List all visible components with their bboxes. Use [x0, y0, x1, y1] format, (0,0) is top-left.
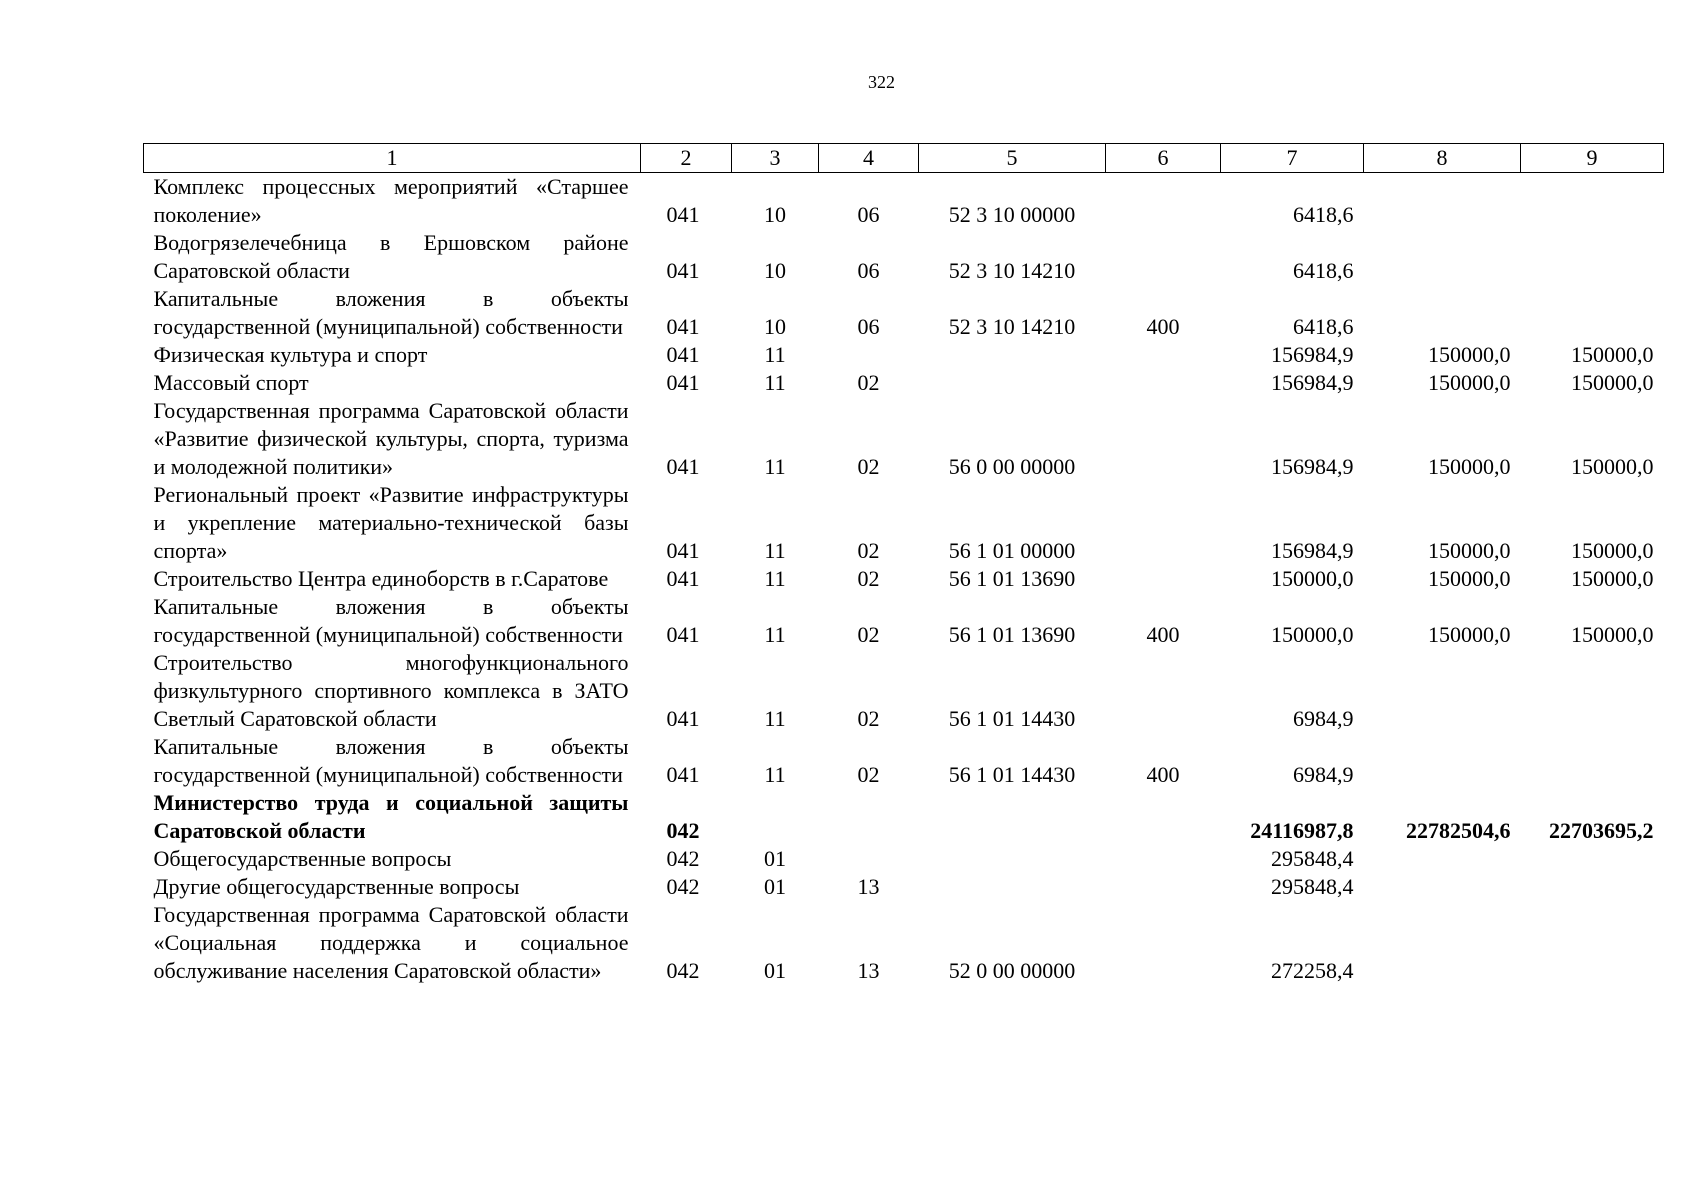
row-ministry-code: 041 [666, 370, 700, 395]
row-name: Строительство Центра единоборств в г.Саратове [153, 566, 609, 591]
row-amount-col8: 22782504,6 [1406, 818, 1511, 843]
row-ministry-code: 041 [666, 706, 700, 731]
table-row [144, 341, 1664, 369]
row-amount-col7: 150000,0 [1271, 622, 1354, 647]
row-name: Государственная программа Саратовской области «Социальная поддержка и социальное обслуживание населения Саратовской области» [153, 902, 629, 983]
row-amount-col8: 150000,0 [1428, 622, 1511, 647]
row-name: Физическая культура и спорт [153, 342, 428, 367]
row-subsection: 06 [857, 202, 880, 227]
row-section: 11 [764, 762, 786, 787]
row-amount-col9 [1521, 285, 1664, 341]
page-number: 322 [868, 72, 895, 92]
row-section: 10 [764, 314, 786, 339]
row-target-code: 52 0 00 00000 [948, 958, 1076, 983]
table-row [144, 901, 1664, 985]
row-amount-col9 [1521, 845, 1664, 873]
row-name: Строительство многофункционального физкультурного спортивного комплекса в ЗАТО Светлый Саратовской области [153, 650, 629, 731]
row-amount-col8: 150000,0 [1428, 538, 1511, 563]
row-target-code: 52 3 10 14210 [948, 314, 1076, 339]
column-header: 4 [819, 144, 919, 173]
row-subsection [819, 341, 919, 369]
row-subsection: 02 [857, 566, 880, 591]
row-target-code: 56 1 01 13690 [948, 566, 1076, 591]
row-expense-type [1106, 229, 1221, 285]
row-name: Региональный проект «Развитие инфраструктуры и укрепление материально-технической базы спорта» [153, 482, 629, 563]
row-expense-type [1106, 873, 1221, 901]
row-section: 01 [764, 846, 786, 871]
row-amount-col9 [1521, 733, 1664, 789]
row-name: Капитальные вложения в объекты государственной (муниципальной) собственности [153, 286, 629, 339]
row-subsection: 02 [857, 706, 880, 731]
row-name: Министерство труда и социальной защиты Саратовской области [153, 790, 629, 843]
row-amount-col9 [1521, 873, 1664, 901]
row-expense-type [1106, 789, 1221, 845]
row-amount-col7: 6418,6 [1293, 258, 1354, 283]
row-ministry-code: 041 [666, 566, 700, 591]
row-amount-col7: 150000,0 [1271, 566, 1354, 591]
row-section [732, 789, 819, 845]
row-expense-type [1106, 397, 1221, 481]
row-subsection: 06 [857, 258, 880, 283]
row-name: Комплекс процессных мероприятий «Старшее поколение» [153, 174, 629, 227]
row-subsection: 13 [857, 874, 880, 899]
row-amount-col8 [1364, 873, 1521, 901]
row-target-code [919, 341, 1106, 369]
row-target-code: 56 1 01 13690 [948, 622, 1076, 647]
row-ministry-code: 041 [666, 342, 700, 367]
table-row [144, 733, 1664, 789]
row-subsection: 02 [857, 622, 880, 647]
row-subsection: 02 [857, 370, 880, 395]
row-amount-col8: 150000,0 [1428, 342, 1511, 367]
column-header: 8 [1364, 144, 1521, 173]
row-name: Другие общегосударственные вопросы [153, 874, 520, 899]
table-header [144, 144, 1664, 173]
row-name: Водогрязелечебница в Ершовском районе Саратовской области [153, 230, 629, 283]
row-ministry-code: 041 [666, 202, 700, 227]
row-expense-type: 400 [1146, 762, 1180, 787]
row-subsection [819, 789, 919, 845]
row-target-code: 56 1 01 14430 [948, 706, 1076, 731]
row-ministry-code: 041 [666, 314, 700, 339]
table-row [144, 593, 1664, 649]
row-target-code: 52 3 10 14210 [948, 258, 1076, 283]
row-amount-col7: 24116987,8 [1250, 818, 1354, 843]
row-target-code [919, 789, 1106, 845]
row-subsection [819, 845, 919, 873]
row-amount-col7: 156984,9 [1271, 538, 1354, 563]
row-ministry-code: 042 [666, 874, 700, 899]
table-row [144, 481, 1664, 565]
row-subsection: 13 [857, 958, 880, 983]
row-section: 10 [764, 258, 786, 283]
row-amount-col7: 295848,4 [1271, 874, 1354, 899]
row-amount-col8 [1364, 733, 1521, 789]
row-subsection: 02 [857, 762, 880, 787]
row-expense-type [1106, 845, 1221, 873]
row-subsection: 06 [857, 314, 880, 339]
row-amount-col9: 150000,0 [1571, 538, 1654, 563]
row-amount-col8 [1364, 173, 1521, 230]
table-row [144, 845, 1664, 873]
column-header: 9 [1521, 144, 1664, 173]
table-row [144, 285, 1664, 341]
row-expense-type: 400 [1146, 314, 1180, 339]
row-amount-col8 [1364, 901, 1521, 985]
row-amount-col7: 6418,6 [1293, 202, 1354, 227]
row-section: 11 [764, 706, 786, 731]
row-name: Капитальные вложения в объекты государственной (муниципальной) собственности [153, 594, 629, 647]
row-amount-col9 [1521, 901, 1664, 985]
table-row [144, 369, 1664, 397]
row-expense-type [1106, 481, 1221, 565]
table-row [144, 873, 1664, 901]
column-header: 3 [732, 144, 819, 173]
row-section: 01 [764, 958, 786, 983]
row-amount-col9: 150000,0 [1571, 370, 1654, 395]
table-row [144, 173, 1664, 230]
row-target-code: 52 3 10 00000 [948, 202, 1076, 227]
row-target-code: 56 0 00 00000 [948, 454, 1076, 479]
row-expense-type: 400 [1146, 622, 1180, 647]
table-row [144, 649, 1664, 733]
row-ministry-code: 042 [666, 818, 700, 843]
row-ministry-code: 041 [666, 762, 700, 787]
row-name: Общегосударственные вопросы [153, 846, 452, 871]
row-amount-col8 [1364, 649, 1521, 733]
row-target-code [919, 873, 1106, 901]
row-name: Капитальные вложения в объекты государственной (муниципальной) собственности [153, 734, 629, 787]
row-ministry-code: 041 [666, 258, 700, 283]
row-amount-col8: 150000,0 [1428, 566, 1511, 591]
row-expense-type [1106, 369, 1221, 397]
row-subsection: 02 [857, 454, 880, 479]
row-ministry-code: 041 [666, 454, 700, 479]
row-amount-col9: 150000,0 [1571, 342, 1654, 367]
column-header: 7 [1221, 144, 1364, 173]
table-row [144, 229, 1664, 285]
column-header: 6 [1106, 144, 1221, 173]
row-ministry-code: 041 [666, 622, 700, 647]
row-ministry-code: 042 [666, 958, 700, 983]
table-row [144, 789, 1664, 845]
row-amount-col8 [1364, 845, 1521, 873]
row-amount-col8: 150000,0 [1428, 454, 1511, 479]
table-body [144, 173, 1664, 986]
row-amount-col9: 150000,0 [1571, 622, 1654, 647]
row-amount-col7: 6984,9 [1293, 706, 1354, 731]
row-amount-col9: 150000,0 [1571, 566, 1654, 591]
row-section: 11 [764, 566, 786, 591]
row-amount-col7: 156984,9 [1271, 342, 1354, 367]
row-expense-type [1106, 173, 1221, 230]
row-expense-type [1106, 649, 1221, 733]
row-target-code: 56 1 01 00000 [948, 538, 1076, 563]
row-expense-type [1106, 565, 1221, 593]
row-amount-col8: 150000,0 [1428, 370, 1511, 395]
row-section: 11 [764, 370, 786, 395]
row-name: Массовый спорт [153, 370, 309, 395]
table-row [144, 397, 1664, 481]
row-amount-col8 [1364, 285, 1521, 341]
row-amount-col7: 6418,6 [1293, 314, 1354, 339]
row-target-code [919, 845, 1106, 873]
column-header: 5 [919, 144, 1106, 173]
row-amount-col9 [1521, 229, 1664, 285]
row-section: 10 [764, 202, 786, 227]
row-section: 11 [764, 622, 786, 647]
row-section: 11 [764, 538, 786, 563]
row-section: 11 [764, 454, 786, 479]
column-header: 1 [144, 144, 641, 173]
row-amount-col9: 150000,0 [1571, 454, 1654, 479]
row-ministry-code: 041 [666, 538, 700, 563]
row-section: 01 [764, 874, 786, 899]
row-amount-col7: 156984,9 [1271, 370, 1354, 395]
row-expense-type [1106, 901, 1221, 985]
row-subsection: 02 [857, 538, 880, 563]
row-target-code: 56 1 01 14430 [948, 762, 1076, 787]
row-amount-col7: 272258,4 [1271, 958, 1354, 983]
budget-table [143, 143, 1664, 985]
row-amount-col7: 295848,4 [1271, 846, 1354, 871]
row-amount-col7: 156984,9 [1271, 454, 1354, 479]
row-amount-col9 [1521, 649, 1664, 733]
row-amount-col9: 22703695,2 [1549, 818, 1654, 843]
row-name: Государственная программа Саратовской области «Развитие физической культуры, спорта, туризма и молодежной политики» [153, 398, 629, 479]
row-expense-type [1106, 341, 1221, 369]
row-amount-col8 [1364, 229, 1521, 285]
column-header: 2 [641, 144, 732, 173]
row-section: 11 [764, 342, 786, 367]
row-ministry-code: 042 [666, 846, 700, 871]
row-amount-col7: 6984,9 [1293, 762, 1354, 787]
row-target-code [919, 369, 1106, 397]
table-row [144, 565, 1664, 593]
row-amount-col9 [1521, 173, 1664, 230]
